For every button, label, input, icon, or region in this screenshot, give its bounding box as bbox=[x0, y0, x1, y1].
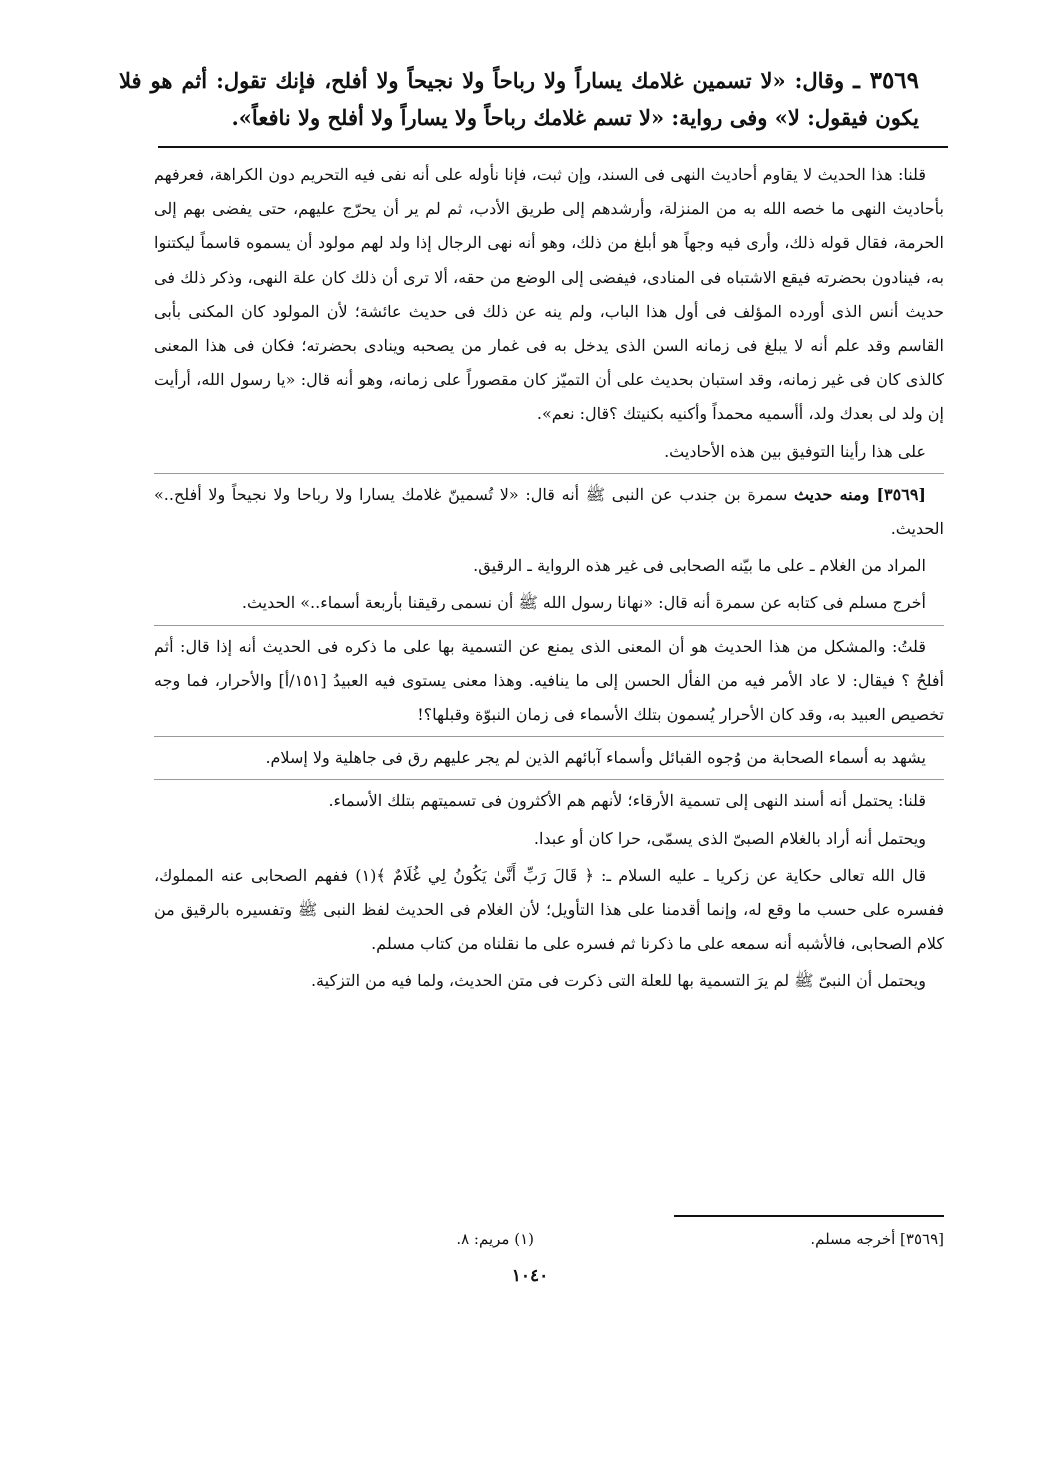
paragraph-6: قلتُ: والمشكل من هذا الحديث هو أن المعنى الذى يمنع عن التسمية بها على ما ذكره فى الحديث أنه إذا قال: أثم أفلحُ ؟ فيقال: لا عاد الأمر فيه من الفأل الحسن إلى ما ينافيه. وهذا معنى يستوى فيه العبيدُ [١٥١/أ] والأحرار، فما وجه تخصيص العبيد به، وقد كان الأحرار يُسمون بتلك الأسماء فى زمان النبوّة وقبلها؟! bbox=[154, 636, 945, 725]
footnote-quran-ref: (١) مريم: ٨. bbox=[456, 1230, 534, 1248]
commentary-body bbox=[154, 158, 944, 1002]
hadith-number: ٣٥٦٩ ـ bbox=[853, 67, 920, 94]
section-divider bbox=[154, 779, 944, 780]
section-divider bbox=[154, 473, 944, 474]
hadith-ref-heading: [٣٥٦٩] ومنه حديث bbox=[793, 484, 926, 504]
paragraph-1: قلنا: هذا الحديث لا يقاوم أحاديث النهى فى السند، وإن ثبت، فإنا نأوله على أنه نفى فيه التحريم دون الكراهة، فعرفهم بأحاديث النهى ما خصه الله به من المنزلة، وأرشدهم إلى طريق الأدب، ثم لم ير أن يحرّج عليهم، حتى يفضى بهم إلى الحرمة، فقال قوله ذلك، وأرى فيه وجهاً هو أبلغ من ذلك، وهو أنه نهى الرجال إذا ولد لهم مولود أن يسموه قاسماً ليكتنوا به، فينادون بحضرته فيقع الاشتباه فى المنادى، فيفضى إلى الوضع من حقه، ألا ترى أن ذلك كان علة النهى، وذكر ذلك فى حديث أنس الذى أورده المؤلف فى أول هذا الباب، ولم ينه عن ذلك فى حديث عائشة؛ لأن المولود كان المكنى بأبى القاسم وقد علم أنه لا يبلغ فى زمانه السن الذى يدخل به فى غمار من يصحبه وينادى بحضرته؛ فكان فى هذا المعنى كالذى كان فى غير زمانه، وقد استبان بحديث على أن التميّز كان مقصوراً على زمانه، وهو أنه قال: «يا رسول الله، أرأيت إن ولد لى بعدك ولد، أأسميه محمداً وأكنيه بكنيتك ؟قال: نعم». bbox=[154, 165, 945, 424]
paragraph-2: على هذا رأينا التوفيق بين هذه الأحاديث. bbox=[664, 441, 926, 461]
paragraph-11: ويحتمل أن النبىّ ﷺ لم يرَ التسمية بها للعلة التى ذكرت فى متن الحديث، ولما فيه من التزكية. bbox=[310, 971, 926, 991]
paragraph-4: المراد من الغلام ـ على ما بيّنه الصحابى فى غير هذه الرواية ـ الرقيق. bbox=[473, 556, 926, 576]
header-divider bbox=[158, 146, 948, 148]
paragraph-10: قال الله تعالى حكاية عن زكريا ـ عليه السلام ـ: ﴿ قَالَ رَبِّ أَنَّىٰ يَكُونُ لِي غُلَامٌ ﴾(١) ففهم الصحابى عنه المملوك، ففسره على حسب ما وقع له، وإنما أقدمنا على هذا التأويل؛ لأن الغلام فى الحديث لفظ النبى ﷺ وتفسيره بالرقيق من كلام الصحابى، فالأشبه أنه سمعه على ما ذكرنا ثم فسره على ما نقلناه من كتاب مسلم. bbox=[154, 865, 944, 954]
hadith-ref-text: سمرة بن جندب عن النبى ﷺ أنه قال: «لا تُسمينّ غلامك يسارا ولا رباحا ولا نجيحاً ولا أفلح..» الحديث. bbox=[154, 484, 944, 539]
section-divider bbox=[154, 625, 944, 626]
footnote-source: [٣٥٦٩] أخرجه مسلم. bbox=[810, 1230, 944, 1248]
section-divider bbox=[154, 736, 944, 737]
hadith-text: وقال: «لا تسمين غلامك يساراً ولا رباحاً ولا نجيحاً ولا أفلح، فإنك تقول: أثم هو فلا يكون فيقول: لا» وفى رواية: «لا تسم غلامك رباحاً ولا يساراً ولا أفلح ولا نافعاً». bbox=[119, 68, 919, 130]
paragraph-3 bbox=[154, 478, 944, 546]
footnote-divider bbox=[674, 1215, 944, 1217]
paragraph-5: أخرج مسلم فى كتابه عن سمرة أنه قال: «نهانا رسول الله ﷺ أن نسمى رقيقنا بأربعة أسماء..» الحديث. bbox=[241, 593, 926, 613]
paragraph-9: ويحتمل أنه أراد بالغلام الصبىّ الذى يسمّى، حرا كان أو عبدا. bbox=[533, 828, 926, 848]
paragraph-7: يشهد به أسماء الصحابة من وُجوه القبائل وأسماء آبائهم الذين لم يجر عليهم رق فى جاهلية ولا إسلام. bbox=[265, 748, 926, 768]
page-number: ١٠٤٠ bbox=[511, 1266, 549, 1286]
hadith-text-block bbox=[119, 62, 919, 136]
paragraph-8: قلنا: يحتمل أنه أسند النهى إلى تسمية الأرقاء؛ لأنهم هم الأكثرون فى تسميتهم بتلك الأسماء. bbox=[328, 791, 926, 811]
